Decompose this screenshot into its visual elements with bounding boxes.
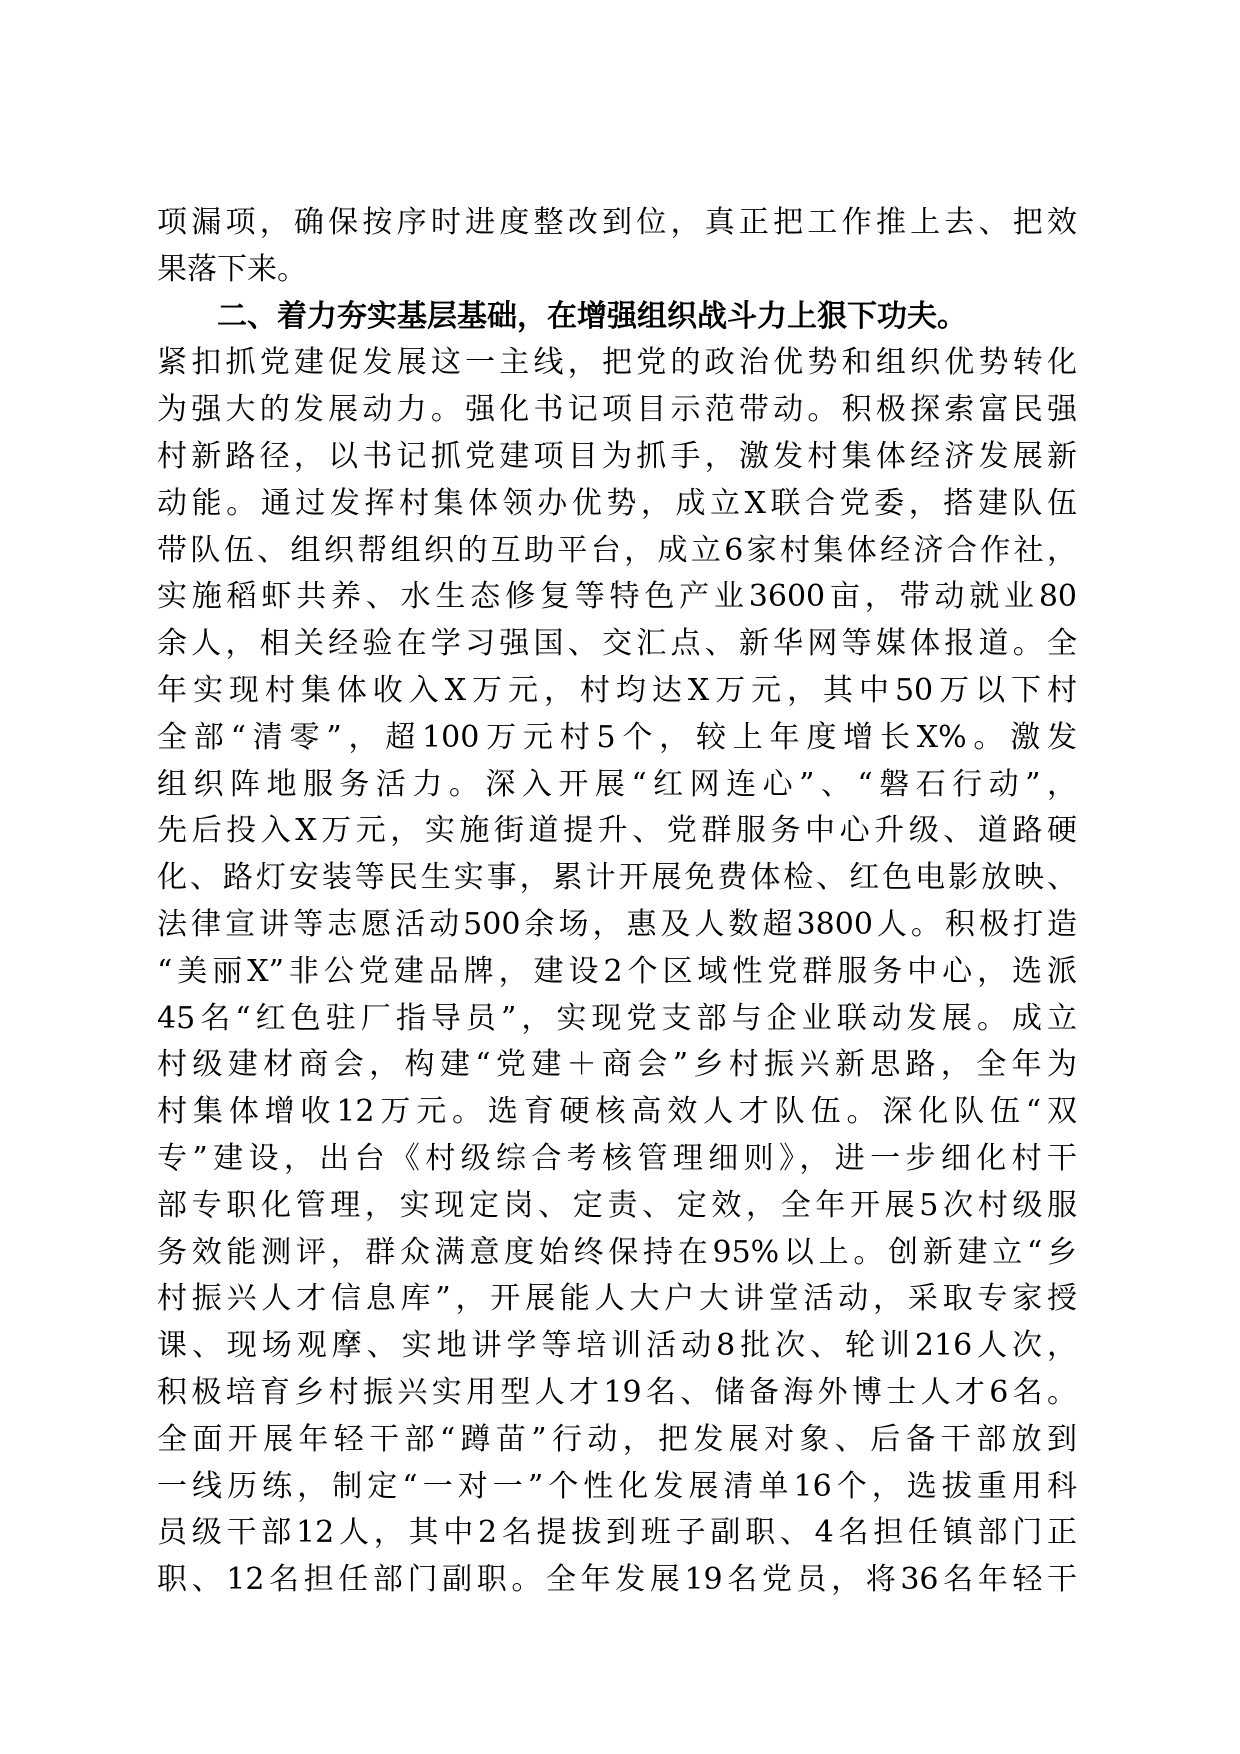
text-line: 项漏项，确保按序时进度整改到位，真正把工作推上去、把效 bbox=[157, 205, 1077, 240]
body-text bbox=[157, 200, 1077, 1604]
text-line: 全面开展年轻干部“蹲苗”行动，把发展对象、后备干部放到 bbox=[157, 1421, 1077, 1457]
text-line: 积极培育乡村振兴实用型人才19名、储备海外博士人才6名。 bbox=[157, 1374, 1077, 1410]
text-line: 务效能测评，群众满意度始终保持在95%以上。创新建立“乡 bbox=[157, 1234, 1077, 1270]
text-line: 一线历练，制定“一对一”个性化发展清单16个，选拔重用科 bbox=[157, 1468, 1077, 1504]
text-line: 45名“红色驻厂指导员”，实现党支部与企业联动发展。成立 bbox=[157, 1000, 1077, 1036]
text-line: 先后投入X万元，实施街道提升、党群服务中心升级、道路硬 bbox=[157, 813, 1077, 849]
text-line: 为强大的发展动力。强化书记项目示范带动。积极探索富民强 bbox=[157, 392, 1077, 428]
section-heading: 二、着力夯实基层基础，在增强组织战斗力上狠下功夫。 bbox=[217, 298, 967, 334]
text-line: 部专职化管理，实现定岗、定责、定效，全年开展5次村级服 bbox=[157, 1187, 1077, 1223]
text-line: 村新路径，以书记抓党建项目为抓手，激发村集体经济发展新 bbox=[157, 438, 1077, 474]
text-line: 法律宣讲等志愿活动500余场，惠及人数超3800人。积极打造 bbox=[157, 906, 1077, 942]
text-line: “美丽X”非公党建品牌，建设2个区域性党群服务中心，选派 bbox=[157, 953, 1077, 989]
text-line: 全部“清零”，超100万元村5个，较上年度增长X%。激发 bbox=[157, 719, 1077, 755]
text-line: 组织阵地服务活力。深入开展“红网连心”、“磐石行动”， bbox=[157, 766, 1077, 802]
text-line: 村集体增收12万元。选育硬核高效人才队伍。深化队伍“双 bbox=[157, 1094, 1077, 1130]
text-line: 课、现场观摩、实地讲学等培训活动8批次、轮训216人次， bbox=[157, 1328, 1077, 1364]
text-line: 紧扣抓党建促发展这一主线，把党的政治优势和组织优势转化 bbox=[157, 345, 1077, 381]
text-line: 实施稻虾共养、水生态修复等特色产业3600亩，带动就业80 bbox=[157, 579, 1077, 615]
text-line: 余人，相关经验在学习强国、交汇点、新华网等媒体报道。全 bbox=[157, 626, 1077, 662]
text-line: 果落下来。 bbox=[157, 251, 307, 287]
text-line: 带队伍、组织帮组织的互助平台，成立6家村集体经济合作社， bbox=[157, 532, 1077, 568]
text-line: 职、12名担任部门副职。全年发展19名党员，将36名年轻干 bbox=[157, 1562, 1077, 1598]
text-line: 员级干部12人，其中2名提拔到班子副职、4名担任镇部门正 bbox=[157, 1515, 1077, 1551]
text-line: 化、路灯安装等民生实事，累计开展免费体检、红色电影放映、 bbox=[157, 860, 1077, 896]
text-line: 年实现村集体收入X万元，村均达X万元，其中50万以下村 bbox=[157, 672, 1077, 708]
text-line: 村级建材商会，构建“党建＋商会”乡村振兴新思路，全年为 bbox=[157, 1047, 1077, 1083]
text-line: 动能。通过发挥村集体领办优势，成立X联合党委，搭建队伍 bbox=[157, 485, 1077, 521]
text-line: 专”建设，出台《村级综合考核管理细则》，进一步细化村干 bbox=[157, 1140, 1077, 1176]
text-line: 村振兴人才信息库”，开展能人大户大讲堂活动，采取专家授 bbox=[157, 1281, 1077, 1317]
